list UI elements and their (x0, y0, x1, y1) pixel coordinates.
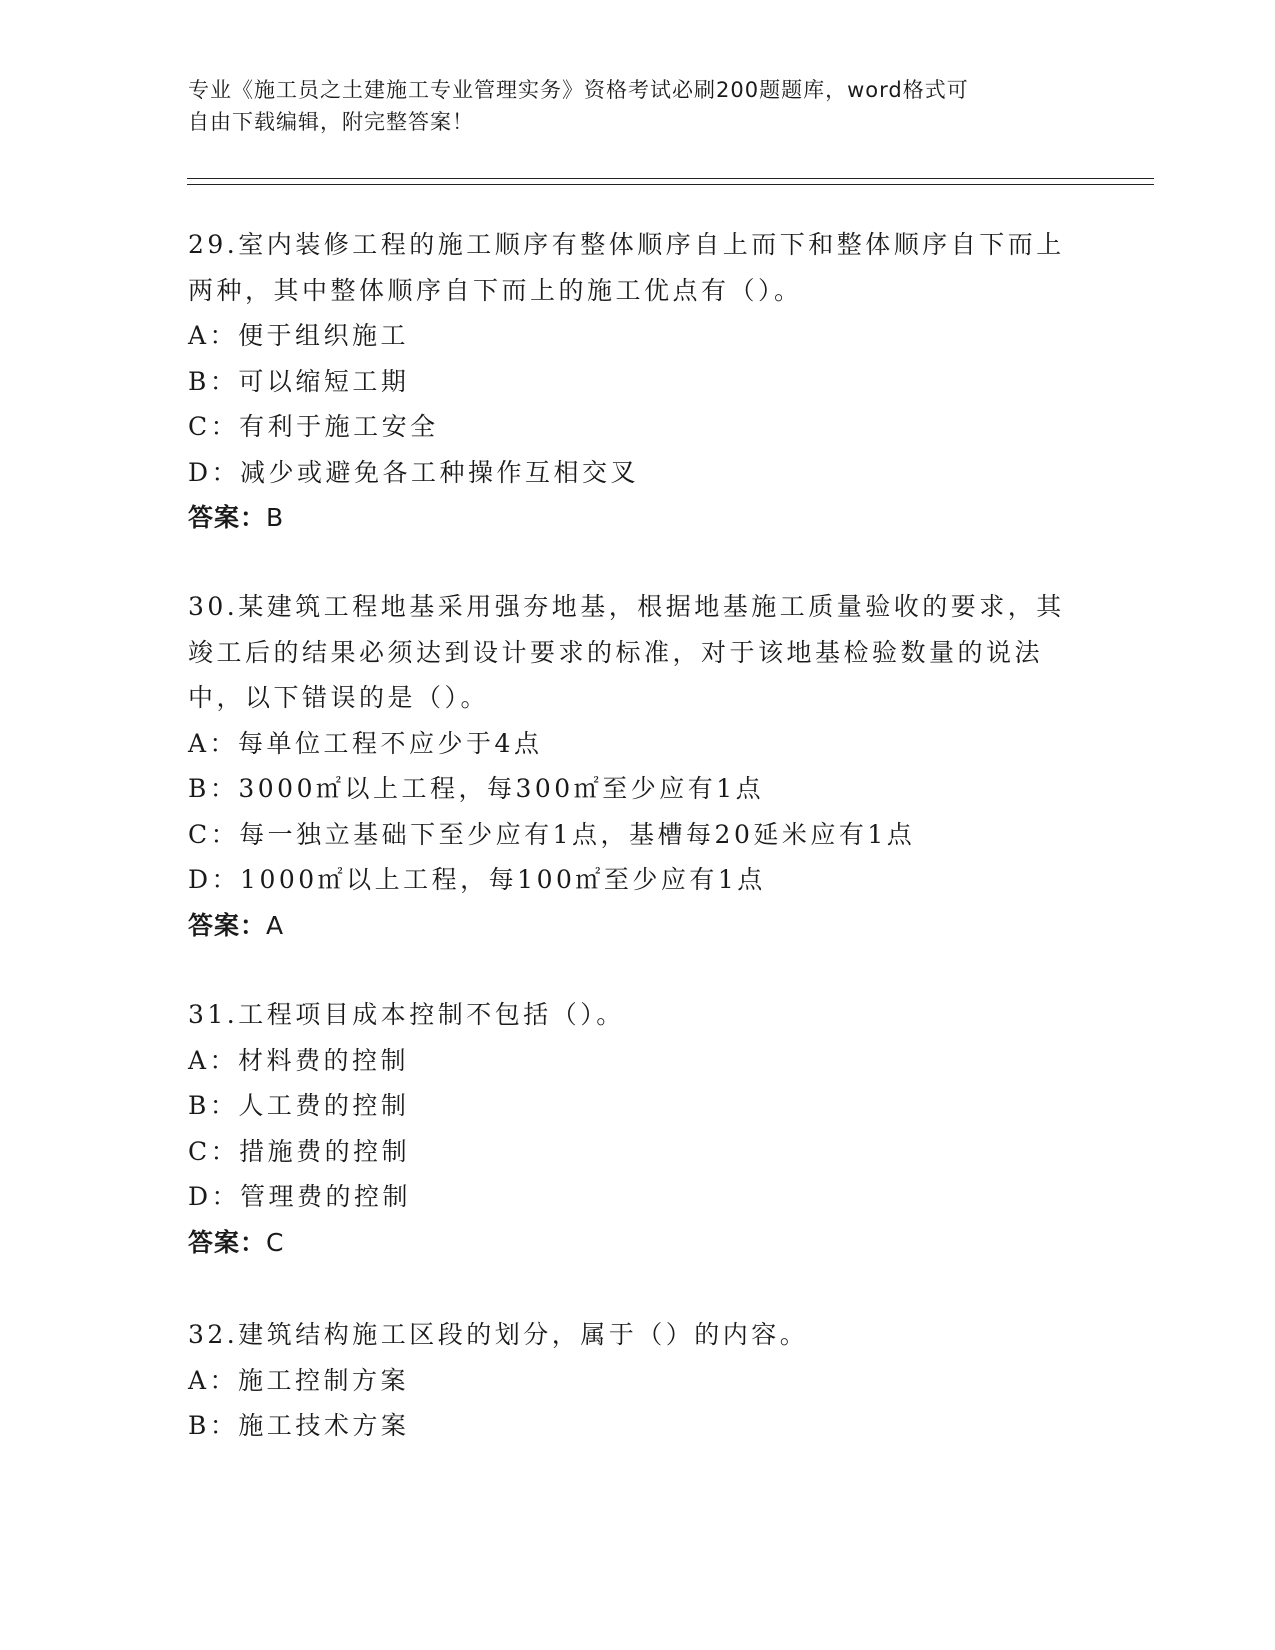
question-stem-line: 30.某建筑工程地基采用强夯地基，根据地基施工质量验收的要求，其 (188, 592, 1065, 621)
header-line-2: 自由下载编辑，附完整答案！ (188, 110, 474, 134)
answer-line (188, 495, 1088, 541)
option-d: D：减少或避免各工种操作互相交叉 (188, 457, 640, 487)
question-stem-line: 32.建筑结构施工区段的划分，属于（）的内容。 (188, 1320, 809, 1349)
question-31 (188, 992, 1088, 1265)
option-d: D：管理费的控制 (188, 1182, 412, 1211)
question-stem-line: 两种，其中整体顺序自下而上的施工优点有（）。 (188, 275, 803, 305)
question-stem-line: 竣工后的结果必须达到设计要求的标准，对于该地基检验数量的说法 (188, 637, 1044, 667)
option-c: C：措施费的控制 (188, 1136, 411, 1166)
option-a: A：便于组织施工 (188, 321, 410, 350)
answer-line (188, 1220, 1088, 1266)
answer-value: A (266, 910, 285, 940)
question-stem-line: 中，以下错误的是（）。 (188, 683, 490, 712)
option-c: C：每一独立基础下至少应有1点，基槽每20延米应有1点 (188, 819, 916, 849)
answer-label: 答案： (188, 1227, 267, 1257)
header-line-1: 专业《施工员之土建施工专业管理实务》资格考试必刷200题题库，word格式可 (188, 78, 969, 102)
question-30 (188, 584, 1088, 948)
option-d: D：1000㎡以上工程，每100㎡至少应有1点 (188, 865, 766, 894)
answer-value: C (266, 1227, 285, 1257)
answer-value: B (266, 503, 285, 532)
option-c: C：有利于施工安全 (188, 412, 439, 441)
header-divider-top (187, 178, 1154, 179)
question-32 (188, 1312, 1088, 1449)
document-header (188, 74, 1068, 138)
question-stem-line: 31.工程项目成本控制不包括（）。 (188, 1000, 625, 1029)
option-b: B：施工技术方案 (188, 1411, 410, 1440)
option-b: B：3000㎡以上工程，每300㎡至少应有1点 (188, 774, 765, 803)
answer-label: 答案： (188, 910, 267, 940)
option-b: B：可以缩短工期 (188, 366, 410, 396)
option-a: A：每单位工程不应少于4点 (188, 728, 543, 758)
question-stem-line: 29.室内装修工程的施工顺序有整体顺序自上而下和整体顺序自下而上 (188, 230, 1065, 259)
answer-line (188, 903, 1088, 949)
question-29 (188, 222, 1088, 541)
answer-label: 答案： (188, 503, 267, 532)
option-a: A：材料费的控制 (188, 1045, 410, 1075)
option-a: A：施工控制方案 (188, 1365, 410, 1395)
header-divider-bottom (187, 184, 1154, 185)
option-b: B：人工费的控制 (188, 1091, 410, 1120)
